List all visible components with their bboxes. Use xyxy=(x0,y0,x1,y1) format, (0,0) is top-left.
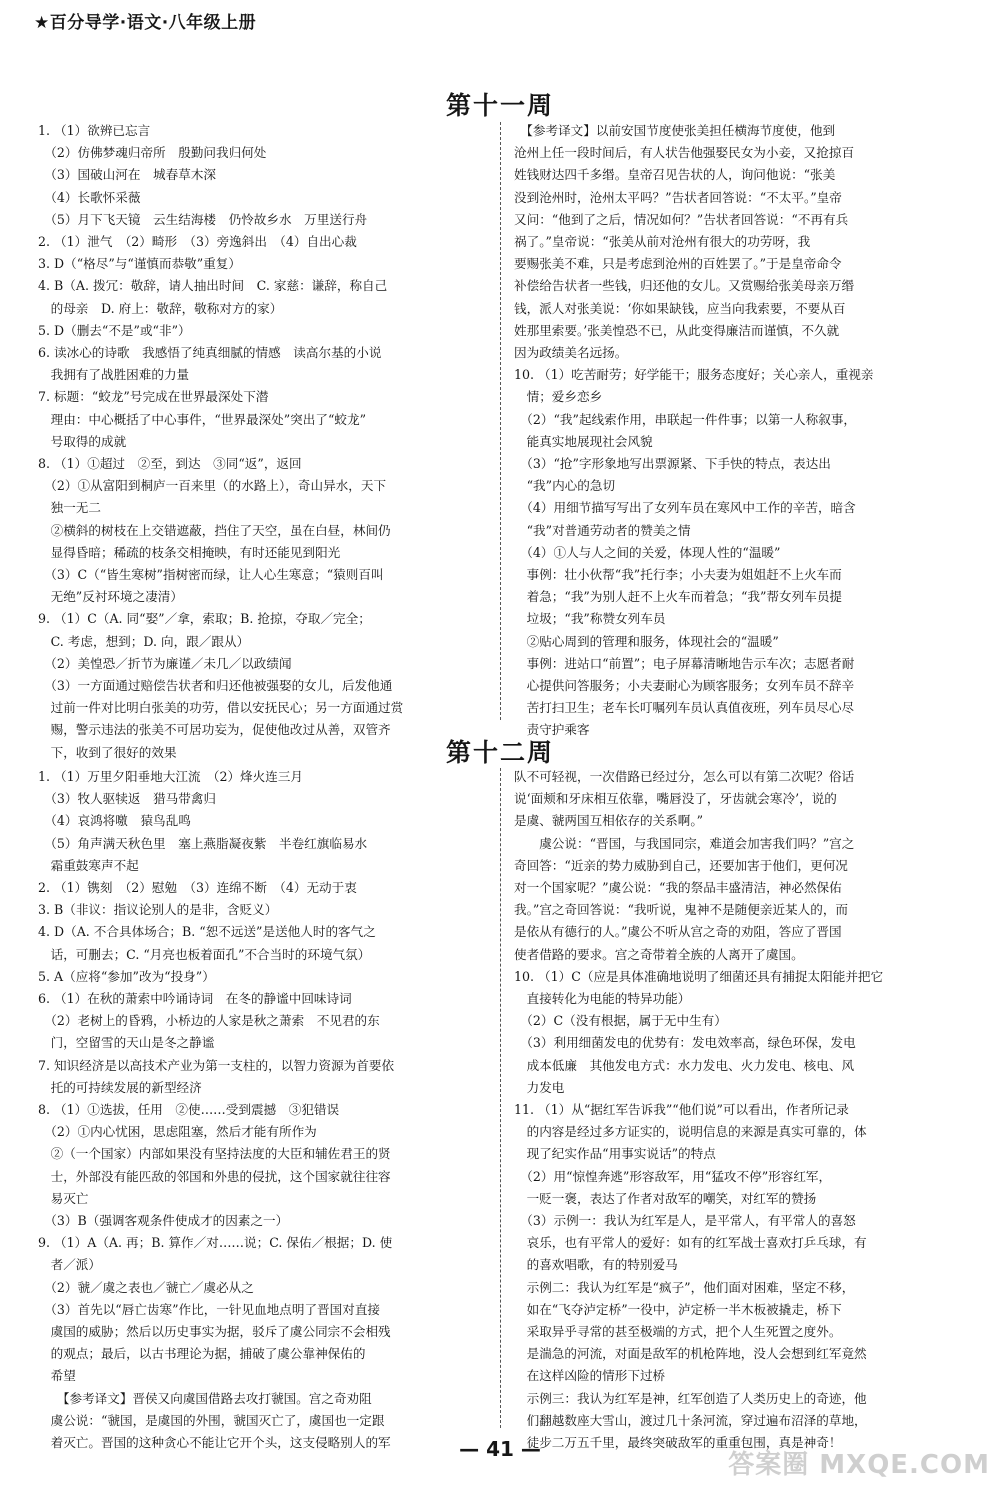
answer-line: 使者借路的要求。宫之奇带着全族的人离开了虞国。 xyxy=(514,946,804,962)
answer-line: 沧州上任一段时间后，有人状告他强娶民女为小妾，又抢掠百 xyxy=(514,145,855,161)
answer-line: 2. （1）泄气 （2）畸形 （3）旁逸斜出 （4）自出心裁 xyxy=(38,234,357,250)
answer-line: 10. （1）C（应是具体准确地说明了细菌还具有捕捉太阳能并把它 xyxy=(514,968,884,984)
answer-line: （2）仿佛梦魂归帝所 殷勤问我归何处 xyxy=(38,145,267,161)
answer-line: （5）角声满天秋色里 塞上燕脂凝夜紫 半卷红旗临易水 xyxy=(38,835,368,851)
answer-line: 【参考译文】晋侯又向虞国借路去攻打虢国。宫之奇劝阻 xyxy=(38,1390,372,1406)
answer-line: 希望 xyxy=(38,1368,76,1384)
answer-line: ②横斜的树枝在上交错遮蔽，挡住了天空，虽在白昼，林间仍 xyxy=(38,522,391,538)
answer-line: 补偿给告状者一些钱，归还他的女儿。又赏赐给张美母亲万缗 xyxy=(514,278,855,294)
answer-line: 是湍急的河流，对面是敌军的机枪阵地，没人会想到红军竟然 xyxy=(514,1346,867,1362)
answer-line: 易灭亡 xyxy=(38,1190,89,1206)
answer-line: 3. D（“格尽”与“谨慎而恭敬”重复） xyxy=(38,256,241,272)
answer-line: 姓钱财达四千多缗。皇帝召见告状的人，询问他说：“张美 xyxy=(514,167,836,183)
answer-line: 的观点；最后，以古书理论为据，捕破了虞公靠神保佑的 xyxy=(38,1346,366,1362)
answer-line: 心提供问答服务；小夫妻耐心为顾客服务；女列车员不辞辛 xyxy=(514,678,855,694)
answer-line: 钱，派人对张美说：‘你如果缺钱，应当向我索要，不要从百 xyxy=(514,300,846,316)
answer-line: 8. （1）①选拔，任用 ②使……受到震撼 ③犯错误 xyxy=(38,1102,340,1118)
answer-line: 没到沧州时，沧州太平吗？”告状者回答说：“不太平。”皇帝 xyxy=(514,189,842,205)
week-11-right-column xyxy=(514,120,974,742)
answer-line: 2. （1）镌刻 （2）慰勉 （3）连绵不断 （4）无动于衷 xyxy=(38,880,357,896)
answer-line: 的喜欢唱歌，有的特别爱马 xyxy=(514,1257,678,1273)
answer-line: 4. B（A. 拨冗：敬辞，请人抽出时间 C. 家慈：谦辞，称自己 xyxy=(38,278,388,294)
answer-line: 是虞、虢两国互相依存的关系啊。” xyxy=(514,813,704,829)
answer-line: 8. （1）①超过 ②至，到达 ③同“返”，返回 xyxy=(38,456,302,472)
answer-line: 独一无二 xyxy=(38,500,101,516)
answer-line: 虞公说：“晋国，与我国同宗，难道会加害我们吗？”宫之 xyxy=(514,835,855,851)
answer-line: （3）“抢”字形象地写出票源紧、下手快的特点，表达出 xyxy=(514,456,831,472)
answer-line: 姓那里索要。’张美惶恐不已，从此变得廉洁而谨慎，不久就 xyxy=(514,322,840,338)
answer-line: 事例：进站口“前置”；电子屏幕清晰地告示车次；志愿者耐 xyxy=(514,655,855,671)
answer-line: 着急；“我”为别人赶不上火车而着急；“我”帮女列车员提 xyxy=(514,589,843,605)
answer-line: 一贬一褒，表达了作者对敌军的嘲笑，对红军的赞扬 xyxy=(514,1190,817,1206)
answer-line: 我。”宫之奇回答说：“我听说，鬼神不是随便亲近某人的，而 xyxy=(514,902,849,918)
answer-line: 苦打扫卫生；老车长叮嘱列车员认真值夜班，列车员尽心尽 xyxy=(514,700,855,716)
answer-line: 下，收到了很好的效果 xyxy=(38,744,177,760)
column-divider xyxy=(500,122,501,720)
answer-line: （3）牧人驱犊返 猎马带禽归 xyxy=(38,791,217,807)
answer-line: 的母亲 D. 府上：敬辞，敬称对方的家） xyxy=(38,300,283,316)
answer-line: 成本低廉 其他发电方式：水力发电、火力发电、核电、风 xyxy=(514,1057,855,1073)
answer-line: 在这样凶险的情形下过桥 xyxy=(514,1368,666,1384)
answer-line: （2）“我”起线索作用，串联起一件件事；以第一人称叙事， xyxy=(514,411,857,427)
answer-line: （4）①人与人之间的关爱，体现人性的“温暖” xyxy=(514,544,781,560)
answer-line: 3. B（非议：指议论别人的是非，含贬义） xyxy=(38,902,278,918)
answer-line: 们翻越数座大雪山，渡过几十条河流，穿过遍布沼泽的草地， xyxy=(514,1412,867,1428)
book-header: ★百分导学·语文·八年级上册 xyxy=(34,13,257,33)
answer-line: 士，外部没有能匹敌的邻国和外患的侵扰，这个国家就往往容 xyxy=(38,1168,391,1184)
answer-line: （5）月下飞天镜 云生结海楼 仍怜故乡水 万里送行舟 xyxy=(38,211,368,227)
answer-line: 事例：壮小伙帮“我”托行李；小夫妻为姐姐赶不上火车而 xyxy=(514,567,842,583)
answer-line: （3）首先以“唇亡齿寒”作比，一针见血地点明了晋国对直接 xyxy=(38,1301,381,1317)
answer-line: 力发电 xyxy=(514,1079,565,1095)
answer-line: （3）B（强调客观条件使成才的因素之一） xyxy=(38,1213,289,1229)
answer-line: （3）C（“皆生寒树”指树密而绿，让人心生寒意；“猿则百叫 xyxy=(38,567,384,583)
column-divider xyxy=(500,768,501,1428)
answer-line: 对一个国家呢？”虞公说：“我的祭品丰盛清洁，神必然保佑 xyxy=(514,880,842,896)
answer-line: 9. （1）A（A. 再；B. 算作／对……说；C. 保佑／根据；D. 使 xyxy=(38,1235,393,1251)
week-12-left-column xyxy=(38,766,498,1454)
answer-line: （4）哀鸿将噭 猿鸟乱鸣 xyxy=(38,813,191,829)
answer-line: 现了纪实作品“用事实说话”的特点 xyxy=(514,1146,716,1162)
answer-line: 10. （1）吃苦耐劳；好学能干；服务态度好；关心亲人，重视亲 xyxy=(514,367,874,383)
answer-line: 要赐张美不难，只是考虑到沧州的百姓罢了。”于是皇帝命令 xyxy=(514,256,842,272)
answer-line: 祸了。”皇帝说：“张美从前对沧州有很大的功劳呀，我 xyxy=(514,234,811,250)
answer-line: ②（一个国家）内部如果没有坚持法度的大臣和辅佐君王的贤 xyxy=(38,1146,391,1162)
answer-line: “我”内心的急切 xyxy=(514,478,616,494)
answer-line: 垃圾；“我”称赞女列车员 xyxy=(514,611,666,627)
answer-line: （2）虢／虞之表也／虢亡／虞必从之 xyxy=(38,1279,254,1295)
answer-line: （3）一方面通过赔偿告状者和归还他被强娶的女儿，后发他通 xyxy=(38,678,393,694)
answer-line: （2）①内心忧困，思虑阻塞，然后才能有所作为 xyxy=(38,1124,317,1140)
answer-line: 7. 知识经济是以高技术产业为第一支柱的，以智力资源为首要依 xyxy=(38,1057,395,1073)
answer-line: 7. 标题：“蛟龙”号完成在世界最深处下潜 xyxy=(38,389,269,405)
answer-line: （2）用“惊惶奔逃”形容敌军，用“猛攻不停”形容红军， xyxy=(514,1168,832,1184)
answer-line: 我拥有了战胜困难的力量 xyxy=(38,367,190,383)
answer-line: 着灭亡。晋国的这种贪心不能让它开个头，这支侵略别人的军 xyxy=(38,1435,391,1451)
answer-line: （3）示例一：我认为红军是人，是平常人，有平常人的喜怒 xyxy=(514,1213,856,1229)
answer-line: 直接转化为电能的特异功能） xyxy=(514,991,691,1007)
answer-line: 5. D（删去“不是”或“非”） xyxy=(38,322,191,338)
week-11-title: 第十一周 xyxy=(445,91,554,120)
answer-line: 奇回答：“近亲的势力威胁到自己，还要加害于他们，更何况 xyxy=(514,857,848,873)
answer-line: 理由：中心概括了中心事件，“世界最深处”突出了“蛟龙” xyxy=(38,411,367,427)
answer-line: 队不可轻视，一次借路已经过分，怎么可以有第二次呢？俗话 xyxy=(514,769,855,784)
answer-line: 号取得的成就 xyxy=(38,433,127,449)
answer-line: （4）长歌怀采薇 xyxy=(38,189,141,205)
answer-line: （2）美惶恐／折节为廉谨／未几／以政绩闻 xyxy=(38,655,292,671)
answer-line: 如在“飞夺泸定桥”一役中，泸定桥一半木板被撬走，桥下 xyxy=(514,1301,842,1317)
answer-line: 示例二：我认为红军是“疯子”，他们面对困难，坚定不移， xyxy=(514,1279,855,1295)
answer-line: 5. A（应将“参加”改为“投身”） xyxy=(38,968,215,984)
answer-line: 徒步二万五千里，最终突破敌军的重重包围，真是神奇！ xyxy=(514,1435,842,1451)
answer-line: （2）老树上的昏鸦，小桥边的人家是秋之萧索 不见君的东 xyxy=(38,1013,380,1029)
answer-line: 虞国的威胁；然后以历史事实为据，驳斥了虞公同宗不会相残 xyxy=(38,1324,391,1340)
week-11-left-column xyxy=(38,120,498,764)
answer-line: 是依从有德行的人。”虞公不听从宫之奇的劝阻，答应了晋国 xyxy=(514,924,842,940)
answer-line: “我”对普通劳动者的赞美之情 xyxy=(514,522,691,538)
answer-line: 过前一件对比明白张美的功劳，借以安抚民心；另一方面通过赏 xyxy=(38,700,404,716)
answer-line: 话，可删去；C. “月亮也板着面孔”不合当时的环境气氛） xyxy=(38,946,371,962)
answer-line: 门，空留雪的天山是冬之静谧 xyxy=(38,1035,215,1051)
answer-line: 责守护乘客 xyxy=(514,722,590,738)
answer-line: 11. （1）从“据红军告诉我”“他们说”可以看出，作者所记录 xyxy=(514,1102,849,1118)
answer-line: C. 考虑，想到；D. 向，跟／跟从） xyxy=(38,633,250,649)
answer-line: ②贴心周到的管理和服务，体现社会的“温暖” xyxy=(514,633,779,649)
answer-line: （3）利用细菌发电的优势有：发电效率高，绿色环保，发电 xyxy=(514,1035,856,1051)
answer-line: 的内容是经过多方证实的，说明信息的来源是真实可靠的，体 xyxy=(514,1124,867,1140)
answer-line: 又问：“他到了之后，情况如何？”告状者回答说：“不再有兵 xyxy=(514,211,849,227)
answer-line: 4. D（A. 不合具体场合；B. “恕不远送”是送他人时的客气之 xyxy=(38,924,376,940)
answer-line: 6. （1）在秋的萧索中吟诵诗词 在冬的静谧中回味诗词 xyxy=(38,991,352,1007)
answer-line: 赐，警示违法的张美不可居功妄为，促使他改过从善，双管齐 xyxy=(38,722,391,738)
week-12-right-column xyxy=(514,766,974,1454)
answer-line: 1. （1）万里夕阳垂地大江流 （2）烽火连三月 xyxy=(38,769,304,784)
week-12-title: 第十二周 xyxy=(445,738,554,767)
answer-line: 情；爱乡恋乡 xyxy=(514,389,603,405)
answer-line: 显得昏暗；稀疏的枝条交相掩映，有时还能见到阳光 xyxy=(38,544,341,560)
answer-line: 虞公说：“虢国，是虞国的外围，虢国灭亡了，虞国也一定跟 xyxy=(38,1412,385,1428)
answer-line: 【参考译文】以前安国节度使张美担任横海节度使，他到 xyxy=(514,123,836,138)
answer-line: （4）用细节描写写出了女列车员在寒风中工作的辛苦，暗含 xyxy=(514,500,856,516)
answer-line: 哀乐，也有平常人的爱好：如有的红军战士喜欢打乒乓球，有 xyxy=(514,1235,867,1251)
answer-line: （2）C（没有根据，属于无中生有） xyxy=(514,1013,727,1029)
answer-line: 无绝”反衬环境之凄清） xyxy=(38,589,183,605)
answer-line: （2）①从富阳到桐庐一百来里（的水路上），奇山异水，天下 xyxy=(38,478,387,494)
answer-line: 因为政绩美名远扬。 xyxy=(514,345,628,361)
page-number: — 41 — xyxy=(459,1437,541,1461)
answer-line: 说‘面颊和牙床相互依靠，嘴唇没了，牙齿就会寒冷’，说的 xyxy=(514,791,837,807)
answer-line: （3）国破山河在 城春草木深 xyxy=(38,167,217,183)
answer-line: 示例三：我认为红军是神，红军创造了人类历史上的奇迹，他 xyxy=(514,1390,867,1406)
answer-line: 者／派） xyxy=(38,1257,101,1273)
answer-line: 6. 读冰心的诗歌 我感悟了纯真细腻的情感 读高尔基的小说 xyxy=(38,345,382,361)
answer-line: 采取异乎寻常的甚至极端的方式，把个人生死置之度外。 xyxy=(514,1324,842,1340)
answer-line: 能真实地展现社会风貌 xyxy=(514,433,653,449)
answer-line: 托的可持续发展的新型经济 xyxy=(38,1079,202,1095)
answer-line: 霜重鼓寒声不起 xyxy=(38,857,139,873)
answer-line: 1. （1）欲辨已忘言 xyxy=(38,123,151,138)
answer-line: 9. （1）C（A. 同“娶”／拿，索取；B. 抢掠，夺取／完全； xyxy=(38,611,371,627)
watermark: 答案圈 MXQE.COM xyxy=(728,1450,990,1480)
